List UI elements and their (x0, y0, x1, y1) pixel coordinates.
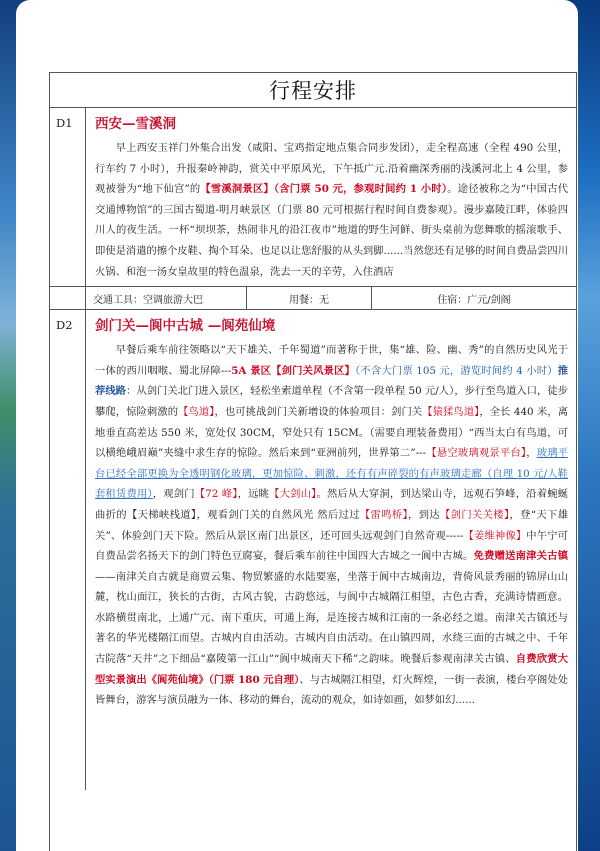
text-segment: 。然后从大穿洞，到达梁山寺，远观石笋峰，沿着蜿蜒曲折的 (95, 488, 569, 521)
text-segment: 【72 峰】 (194, 488, 238, 501)
meals-info: 用餐：无 (247, 287, 372, 309)
day-row-d2 (50, 310, 576, 790)
day-title: 剑门关—阆中古城 —阆苑仙境 (95, 318, 276, 335)
text-segment: 【姜维神像】 (463, 529, 527, 542)
text-segment: 免费赠送南津关古镇 (473, 550, 569, 563)
text-segment: ，观剑门 (152, 488, 195, 501)
text-segment: 。途径被称之为“中国古代交通博物馆”的三国古蜀道-明月峡景区（门票 80 元可根据行程时间自费参观）。漫步嘉陵江畔，体验四川人的夜生活。一杯“坝坝茶，热闹非凡的沿江夜市”地道的野生河鲜、街头桌前为您舞歌的摇滚歌手、即使是消遣的擦个皮鞋、掏个耳朵、也足以让您舒服的从头到脚......当然您还有足够的时间自费品尝四川火锅、和泡一汤女皇故里的特色温泉，洗去一天的辛劳，入住酒店 (95, 183, 568, 278)
text-segment: 5A 景区【剑门关风景区】 (231, 364, 356, 377)
text-segment: 【猿猱鸟道】 (422, 405, 480, 418)
text-segment: 中午宁可自费品尝名扬天下的剑门特色豆腐宴，餐后乘车前往中国四大古城之一阆中古城。 (95, 529, 568, 563)
text-segment: ， (526, 447, 537, 460)
text-segment: ，观看剑门关的自然风光 然后过过 (196, 508, 360, 521)
day-description (95, 138, 568, 282)
day-id: D2 (50, 310, 86, 790)
text-segment: ，到达 (408, 508, 441, 521)
page-title: 行程安排 (50, 73, 576, 108)
day-title: 西安—雪溪洞 (95, 116, 176, 132)
text-segment: 玻璃平台已经全部更换为全透明钢化玻璃，更加惊险、刺激，还有有声碎裂的有声玻璃走廊（自理 10 元/人鞋套租赁费用） (95, 447, 568, 501)
text-segment: ，远眺 (237, 488, 270, 501)
text-segment: 自费欣赏大型实景演出《阆苑仙境》（门票 180 元自理） (95, 653, 568, 686)
text-segment: ：从剑门关北门进入景区，轻松坐索道单程（不含第一段单程 50 元/人），步行至鸟道入口，徒步攀爬，惊险刺激的 (95, 385, 569, 418)
day-row-d1 (50, 108, 576, 310)
text-segment: ，也可挑战剑门关新增设的体验项目：剑门关 (214, 405, 423, 418)
itinerary-table (49, 72, 577, 851)
day-description (95, 340, 568, 711)
text-segment: 【剑门关关楼】 (440, 508, 510, 521)
text-segment: ，全长 440 米，离地垂直高差达 550 米，宽处仅 30CM，窄处只有 15CM。（需要自理装备费用）“西当太白有鸟道，可以横绝峨眉巅”夹缝中求生存的惊险。然后来到“亚洲前列，世界第二”--- (95, 405, 569, 460)
lodging-info: 住宿：广元/剑阁 (437, 294, 511, 306)
text-segment: ，登“天下雄关”、体验剑门天下险。然后从景区南门出景区，还可回头远观剑门自然奇观----- (95, 508, 569, 542)
text-segment: 【天梯峡栈道】 (126, 508, 197, 521)
transport-info: 交通工具：空调旅游大巴 (50, 287, 247, 309)
text-segment: 【雷鸣桥】 (359, 508, 409, 521)
itinerary-card (16, 0, 578, 851)
text-segment: 【雪溪洞景区】（含门票 50 元，参观时间约 1 小时） (200, 183, 448, 196)
text-segment: 【大剑山】 (269, 488, 317, 501)
text-segment: 【悬空玻璃观景平台】 (426, 447, 527, 460)
day-meta (50, 286, 576, 309)
text-segment: 、与古城隔江相望，灯火辉煌，一街一表演，楼台亭阁处处皆舞台，游客与演员融为一体、移动的舞台，流动的观众，如诗如画，如梦如幻...... (95, 673, 568, 707)
text-segment: 早上西安玉祥门外集合出发（咸阳、宝鸡指定地点集合同步发团），走全程高速（全程 490 公里，行车约 7 小时），升报秦岭神韵，赏关中平原风光，下午抵广元.沿着幽深秀丽的浅溪河北上 4 公里，参观被誉为“地下仙宫”的 (95, 142, 568, 196)
text-segment: 推荐线路 (95, 364, 568, 398)
text-segment: 【鸟道】 (178, 405, 215, 418)
text-segment: ——南津关自古就是商贾云集、物贸繁盛的水陆要塞，坐落于阆中古城南边，背倚风景秀丽的锦屏山山麓，枕山面江，狭长的古街，古风古貌，古韵悠远，与阆中古城隔江相望，古色古香，充满诗情画意。水路横贯南北，上通广元、南下重庆，可通上海，是连接古城和江南的一条必经之道。南津关古镇还与著名的华光楼隔江而望。古城内自由活动。古城内自由活动。在山镇四周，水绕三面的古城之中、千年古院落“天井”之下细品“嘉陵第一江山”“阆中城南天下稀”之韵味。晚餐后参观南津关古镇、 (95, 570, 568, 666)
text-segment: 早餐后乘车前往领略以“天下雄关、千年蜀道”而著称于世，集“雄、险、幽、秀”的自然历史风光于一体的西川咽喉、蜀北屏障--- (95, 344, 568, 377)
day-id: D1 (50, 108, 86, 309)
text-segment: （不含大门票 105 元，游览时间约 4 小时） (355, 364, 558, 377)
